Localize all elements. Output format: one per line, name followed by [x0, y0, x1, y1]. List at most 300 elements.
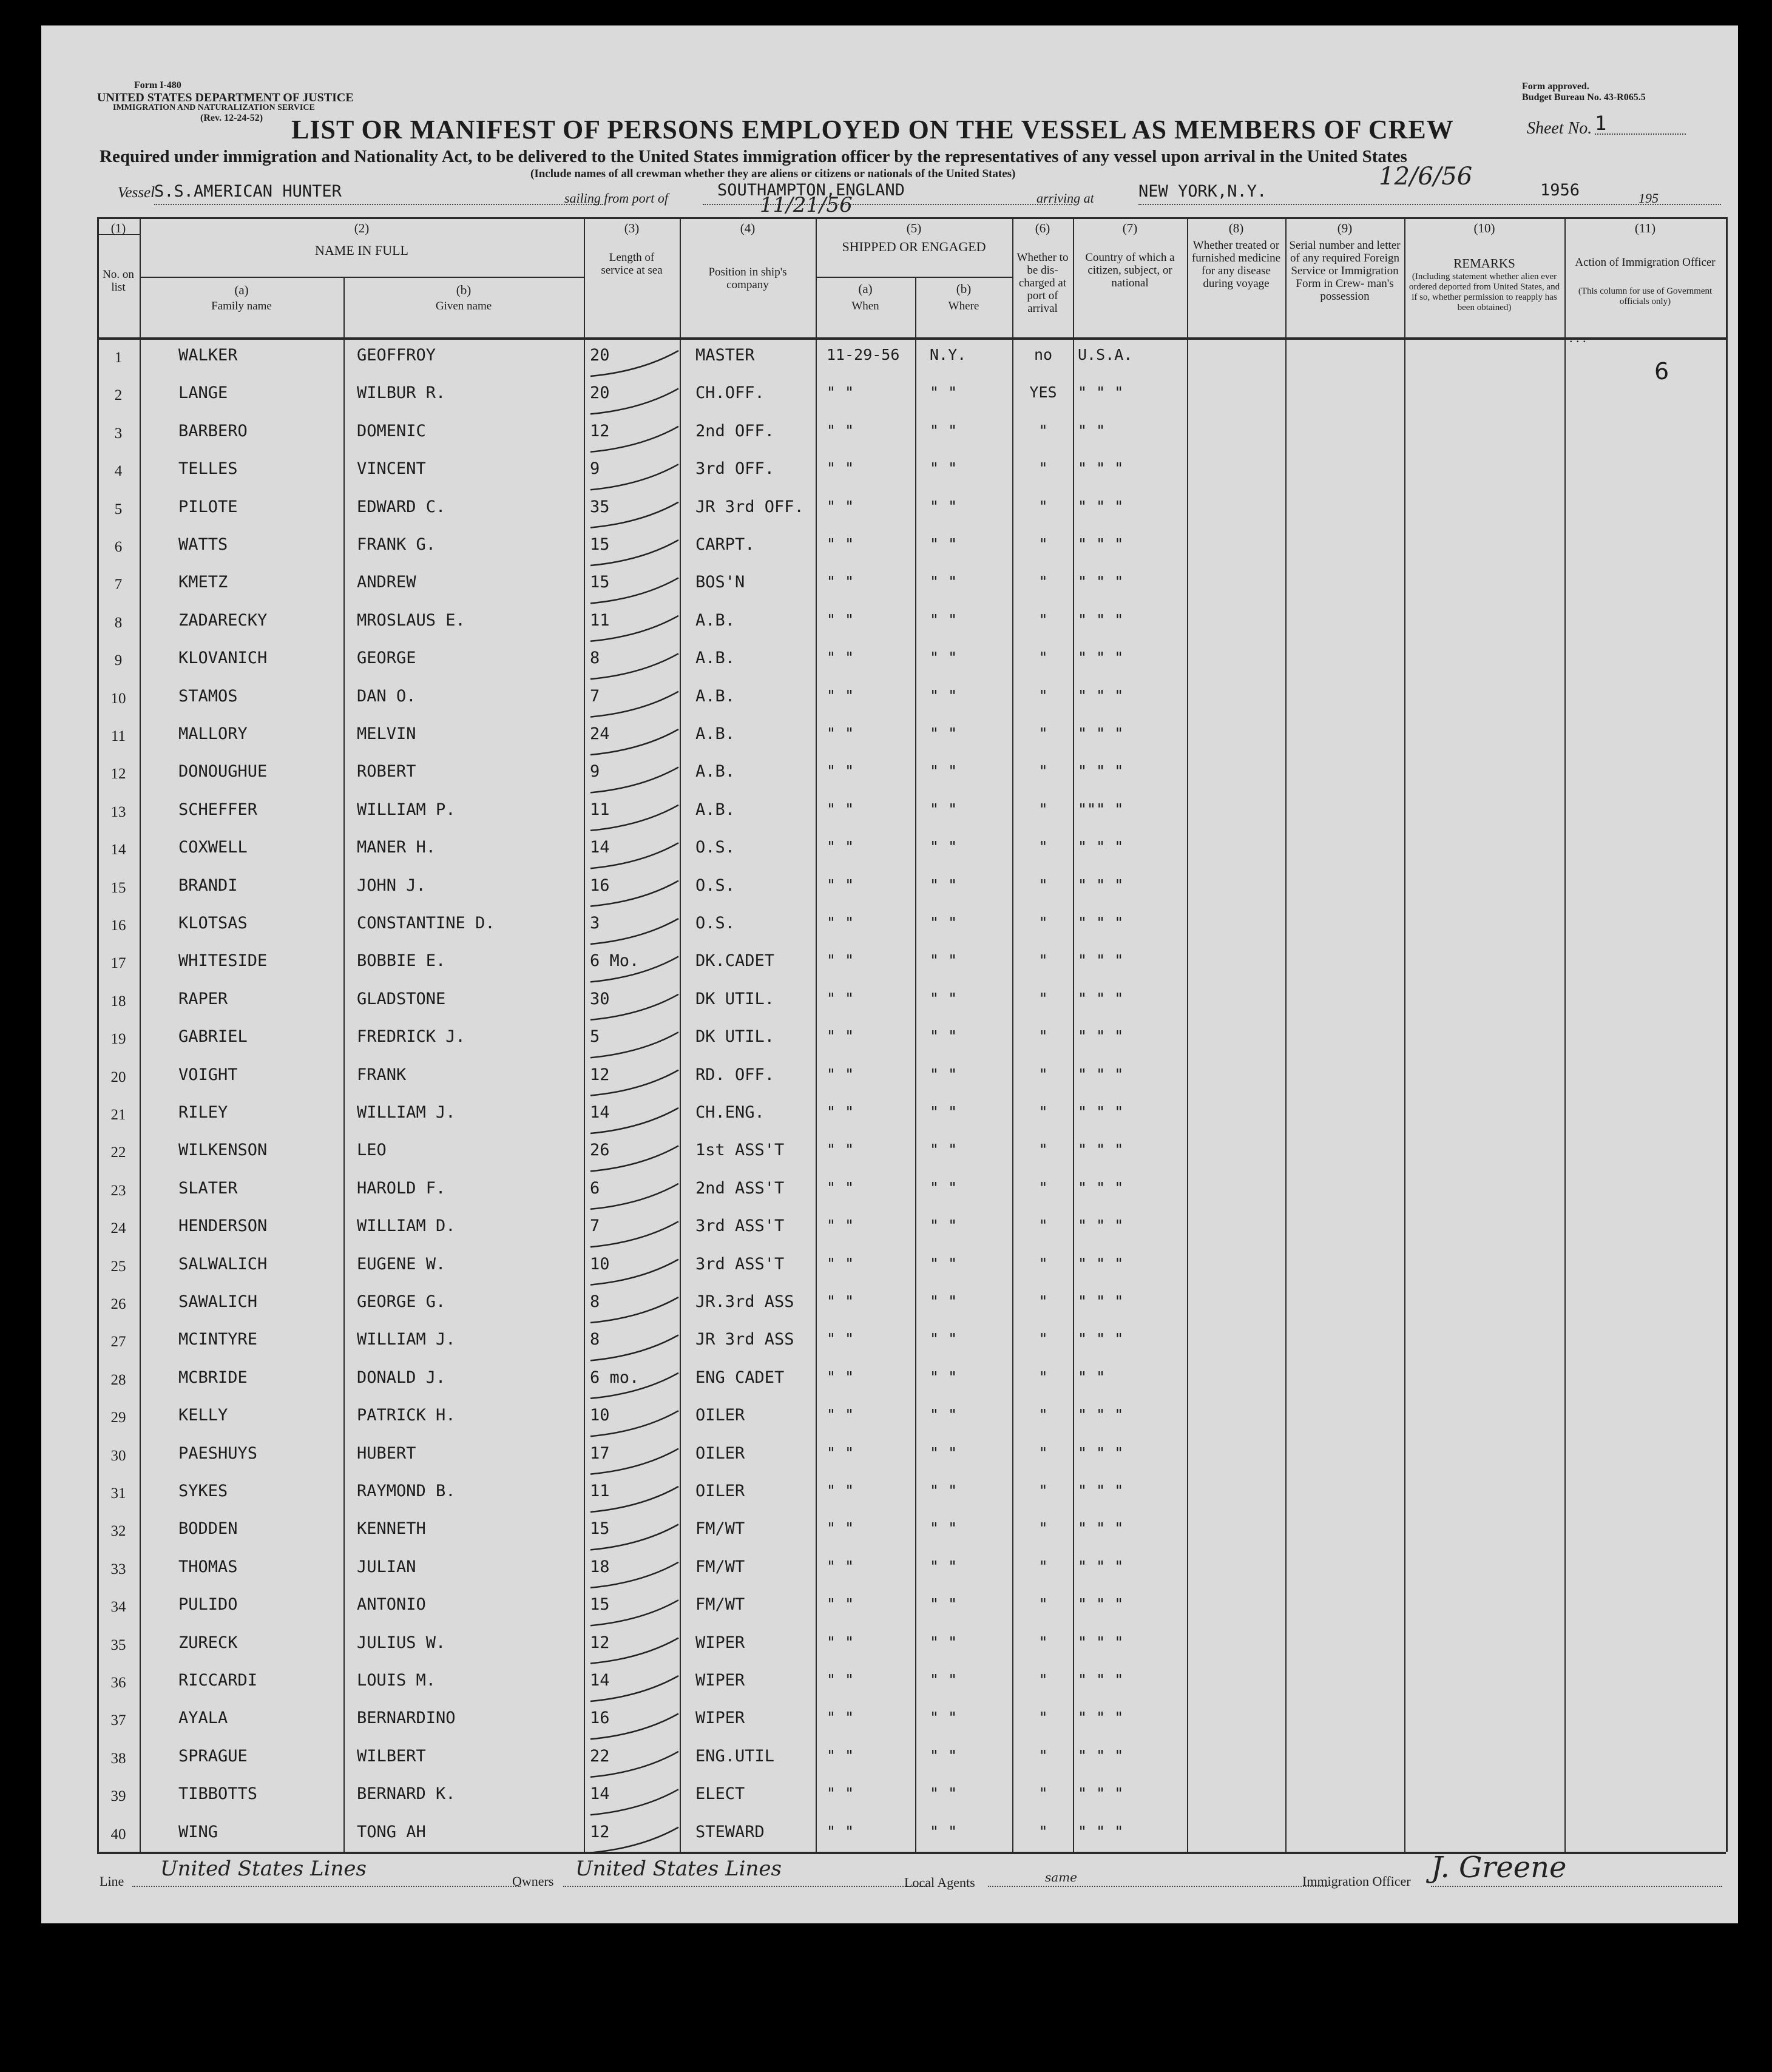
discharged-at-port: ": [1038, 989, 1048, 1007]
row-number: 4: [114, 463, 123, 480]
position: FM/WT: [695, 1557, 745, 1576]
shipped-where: " ": [930, 649, 958, 667]
family-name: LANGE: [178, 383, 228, 403]
shipped-where: " ": [930, 1822, 958, 1840]
col-5-label: SHIPPED OR ENGAGED: [842, 239, 986, 254]
col-8-number: (8): [1228, 221, 1244, 235]
shipped-when: " ": [827, 1519, 854, 1537]
family-name: RICCARDI: [178, 1671, 258, 1690]
length-of-service: 15: [590, 1595, 610, 1615]
country-of-citizenship: " " ": [1078, 1633, 1124, 1651]
length-of-service: 11: [590, 800, 610, 819]
length-of-service: 15: [590, 573, 610, 592]
row-number: 34: [110, 1599, 126, 1616]
length-of-service: 11: [590, 1482, 610, 1500]
discharged-at-port: ": [1038, 1784, 1048, 1803]
shipped-where: " ": [930, 951, 958, 970]
shipped-where: " ": [930, 1141, 958, 1159]
col-11-dots: . . .: [1569, 330, 1586, 345]
form-title: LIST OR MANIFEST OF PERSONS EMPLOYED ON THE VESSEL AS MEMBERS OF CREW: [291, 115, 1454, 144]
shipped-where: " ": [930, 724, 958, 742]
col-10-label: REMARKS: [1453, 256, 1515, 271]
discharged-at-port: ": [1038, 1633, 1048, 1651]
discharged-at-port: ": [1038, 800, 1048, 818]
discharged-at-port: ": [1038, 573, 1048, 591]
length-of-service: 14: [590, 1671, 610, 1690]
arriving-at-label: arriving at: [1036, 191, 1094, 206]
given-name: GEORGE: [357, 649, 416, 668]
given-name: DOMENIC: [357, 421, 426, 440]
col-5a-letter: (a): [858, 282, 873, 296]
position: OILER: [695, 1482, 745, 1500]
col-11-label: Action of Immigration Officer: [1575, 256, 1716, 269]
table-right-rule: [1726, 217, 1728, 1852]
col-2a-label: Family name: [211, 300, 272, 312]
family-name: TIBBOTTS: [178, 1784, 258, 1804]
line-label: Line: [100, 1874, 124, 1889]
discharged-at-port: ": [1038, 1065, 1048, 1083]
given-name: HUBERT: [357, 1443, 416, 1463]
row-number: 2: [114, 387, 123, 404]
position: JR 3rd ASS: [695, 1330, 794, 1349]
col-3-number: (3): [624, 221, 640, 235]
col-8-label: Whether treated or furnished medicine for any disease during voyage: [1191, 239, 1281, 290]
position: A.B.: [695, 800, 736, 819]
family-name: PILOTE: [178, 497, 238, 516]
country-of-citizenship: " " ": [1078, 535, 1124, 553]
shipped-subheader-rule: [816, 277, 1012, 278]
shipped-when: " ": [827, 1254, 854, 1272]
country-of-citizenship: " " ": [1078, 838, 1124, 856]
shipped-when: " ": [827, 649, 854, 667]
row-number: 27: [110, 1334, 126, 1351]
column-rule: [680, 217, 681, 1852]
row-number: 17: [110, 955, 126, 972]
shipped-when: " ": [827, 762, 854, 780]
form-note: (Include names of all crewman whether they are aliens or citizens or nationals of the United States): [530, 167, 1016, 180]
length-of-service: 17: [590, 1443, 610, 1463]
column-rule: [816, 217, 817, 1852]
shipped-where: N.Y.: [930, 346, 967, 363]
country-of-citizenship: """ ": [1078, 800, 1124, 818]
family-name: PULIDO: [178, 1595, 238, 1615]
shipped-when: " ": [827, 951, 854, 970]
position: ENG CADET: [695, 1368, 785, 1387]
country-of-citizenship: " " ": [1078, 573, 1124, 591]
discharged-at-port: ": [1038, 649, 1048, 667]
family-name: MCINTYRE: [178, 1330, 258, 1349]
row-number: 5: [114, 501, 123, 518]
position: JR 3rd OFF.: [695, 497, 804, 516]
position: CH.ENG.: [695, 1103, 765, 1122]
shipped-where: " ": [930, 1482, 958, 1499]
shipped-where: " ": [930, 1178, 958, 1196]
col-5b-label: Where: [948, 300, 979, 312]
discharged-at-port: ": [1038, 1330, 1048, 1348]
given-name: FRANK G.: [357, 535, 436, 554]
row-number: 15: [110, 879, 126, 896]
sailing-date-handwritten: 11/21/56: [760, 193, 853, 217]
family-name: RAPER: [178, 989, 228, 1008]
col-1-label: No. on list: [103, 268, 134, 294]
col-2b-letter: (b): [456, 283, 472, 297]
country-of-citizenship: " " ": [1078, 914, 1124, 931]
position: A.B.: [695, 724, 736, 743]
row-number: 7: [114, 576, 123, 593]
row-number: 40: [110, 1826, 126, 1843]
position: RD. OFF.: [695, 1065, 775, 1084]
discharged-at-port: ": [1038, 1482, 1048, 1499]
country-of-citizenship: " " ": [1078, 1709, 1124, 1727]
given-name: RAYMOND B.: [357, 1482, 456, 1500]
row-number: 29: [110, 1409, 126, 1426]
shipped-when: " ": [827, 497, 854, 515]
shipped-where: " ": [930, 1217, 958, 1235]
discharged-at-port: ": [1038, 421, 1048, 439]
row-number: 38: [110, 1750, 126, 1767]
country-of-citizenship: " " ": [1078, 1822, 1124, 1840]
discharged-at-port: ": [1038, 1595, 1048, 1613]
country-of-citizenship: " " ": [1078, 1141, 1124, 1159]
shipped-when: " ": [827, 1065, 854, 1083]
shipped-when: " ": [827, 1178, 854, 1196]
length-of-service: 8: [590, 1292, 600, 1311]
vessel-name: S.S.AMERICAN HUNTER: [154, 182, 342, 201]
col-9-number: (9): [1337, 221, 1353, 235]
country-of-citizenship: " " ": [1078, 1671, 1124, 1689]
shipped-where: " ": [930, 989, 958, 1007]
row-number: 32: [110, 1523, 126, 1540]
given-name: EDWARD C.: [357, 497, 446, 516]
discharged-at-port: ": [1038, 459, 1048, 478]
length-of-service: 9: [590, 459, 600, 479]
shipped-when: " ": [827, 1784, 854, 1803]
length-of-service: 8: [590, 1330, 600, 1349]
position: A.B.: [695, 610, 736, 630]
shipped-where: " ": [930, 1254, 958, 1272]
row-number: 24: [110, 1220, 126, 1237]
given-name: MROSLAUS E.: [357, 610, 465, 630]
name-subheader-rule: [140, 277, 584, 278]
given-name: GLADSTONE: [357, 989, 446, 1008]
row-number: 21: [110, 1107, 126, 1123]
position: 3rd ASS'T: [695, 1217, 785, 1236]
shipped-when: " ": [827, 1822, 854, 1840]
shipped-where: " ": [930, 1519, 958, 1537]
family-name: WATTS: [178, 535, 228, 554]
shipped-when: " ": [827, 724, 854, 742]
shipped-where: " ": [930, 1292, 958, 1310]
family-name: DONOUGHUE: [178, 762, 268, 781]
family-name: VOIGHT: [178, 1065, 238, 1084]
given-name: MELVIN: [357, 724, 416, 743]
given-name: WILLIAM J.: [357, 1330, 456, 1349]
given-name: TONG AH: [357, 1822, 426, 1841]
given-name: ANDREW: [357, 573, 416, 592]
row-number: 33: [110, 1561, 126, 1578]
discharged-at-port: ": [1038, 1822, 1048, 1840]
family-name: SALWALICH: [178, 1254, 268, 1274]
shipped-when: " ": [827, 1709, 854, 1727]
position: JR.3rd ASS: [695, 1292, 794, 1311]
immigration-officer-signature: J. Greene: [1431, 1851, 1567, 1885]
country-of-citizenship: " " ": [1078, 951, 1124, 970]
column-rule: [584, 217, 585, 1852]
family-name: GABRIEL: [178, 1027, 248, 1047]
row-number: 35: [110, 1636, 126, 1653]
given-name: GEOFFROY: [357, 346, 436, 365]
country-of-citizenship: " " ": [1078, 459, 1124, 478]
port-of-departure: SOUTHAMPTON,ENGLAND: [717, 181, 905, 200]
country-of-citizenship: " " ": [1078, 1443, 1124, 1462]
country-of-citizenship: " " ": [1078, 1178, 1124, 1196]
header-bottom-rule: [97, 337, 1726, 340]
owners-label: Owners: [512, 1874, 554, 1889]
position: OILER: [695, 1443, 745, 1463]
column-rule: [1187, 217, 1188, 1852]
owners-value: United States Lines: [575, 1857, 782, 1881]
length-of-service: 12: [590, 1633, 610, 1652]
country-of-citizenship: " " ": [1078, 686, 1124, 704]
length-of-service: 7: [590, 686, 600, 706]
shipped-where: " ": [930, 421, 958, 439]
col-2a-letter: (a): [234, 283, 249, 297]
sailing-from-label: sailing from port of: [564, 191, 668, 206]
given-name: DONALD J.: [357, 1368, 446, 1387]
discharged-at-port: ": [1038, 724, 1048, 742]
position: STEWARD: [695, 1822, 765, 1841]
shipped-where: " ": [930, 1368, 958, 1386]
column-rule: [343, 277, 345, 1852]
row-number: 10: [110, 690, 126, 707]
family-name: MALLORY: [178, 724, 248, 743]
length-of-service: 15: [590, 535, 610, 554]
given-name: CONSTANTINE D.: [357, 914, 495, 933]
family-name: KMETZ: [178, 573, 228, 592]
shipped-where: " ": [930, 459, 958, 478]
shipped-when: " ": [827, 1027, 854, 1045]
shipped-where: " ": [930, 914, 958, 931]
immigration-officer-label: Immigration Officer: [1302, 1874, 1411, 1889]
given-name: DAN O.: [357, 686, 416, 706]
row-number: 16: [110, 917, 126, 934]
country-of-citizenship: " ": [1078, 421, 1106, 439]
given-name: FREDRICK J.: [357, 1027, 465, 1047]
col-3-label: Length of service at sea: [601, 251, 663, 277]
shipped-when: " ": [827, 1443, 854, 1462]
shipped-when: " ": [827, 421, 854, 439]
shipped-when: " ": [827, 1406, 854, 1424]
discharged-at-port: ": [1038, 838, 1048, 856]
col-5-number: (5): [906, 221, 922, 235]
shipped-where: " ": [930, 1406, 958, 1424]
position: O.S.: [695, 914, 736, 933]
local-agents-label: Local Agents: [904, 1875, 975, 1890]
shipped-when: " ": [827, 1482, 854, 1499]
row-number: 30: [110, 1447, 126, 1464]
length-of-service: 20: [590, 383, 610, 403]
family-name: WHITESIDE: [178, 951, 268, 971]
position: CARPT.: [695, 535, 755, 554]
length-of-service: 6 mo.: [590, 1368, 640, 1387]
discharged-at-port: ": [1038, 914, 1048, 931]
shipped-when: " ": [827, 1292, 854, 1310]
family-name: SLATER: [178, 1178, 238, 1198]
length-of-service: 3: [590, 914, 600, 933]
family-name: WILKENSON: [178, 1141, 268, 1160]
discharged-at-port: ": [1038, 1709, 1048, 1727]
shipped-where: " ": [930, 1784, 958, 1803]
length-of-service: 6: [590, 1178, 600, 1198]
shipped-where: " ": [930, 686, 958, 704]
table-top-rule: [97, 217, 1726, 219]
shipped-when: " ": [827, 1103, 854, 1121]
shipped-where: " ": [930, 1027, 958, 1045]
family-name: STAMOS: [178, 686, 238, 706]
family-name: KLOTSAS: [178, 914, 248, 933]
country-of-citizenship: " " ": [1078, 383, 1124, 402]
discharged-at-port: no: [1033, 346, 1053, 363]
row-number: 22: [110, 1144, 126, 1161]
length-of-service: 26: [590, 1141, 610, 1160]
row-number: 37: [110, 1712, 126, 1729]
position: ELECT: [695, 1784, 745, 1804]
manifest-sheet: [41, 25, 1738, 1923]
shipped-when: " ": [827, 383, 854, 402]
length-of-service: 16: [590, 1709, 610, 1728]
position: WIPER: [695, 1633, 745, 1652]
length-of-service: 30: [590, 989, 610, 1008]
given-name: MANER H.: [357, 838, 436, 857]
length-of-service: 14: [590, 838, 610, 857]
length-of-service: 16: [590, 876, 610, 895]
form-approved: Form approved.: [1522, 81, 1589, 92]
local-agents-value: same: [1045, 1870, 1077, 1885]
year-prefix: 195: [1638, 191, 1659, 206]
col-2-number: (2): [354, 221, 370, 235]
family-name: ZURECK: [178, 1633, 238, 1652]
column-rule: [915, 277, 916, 1852]
given-name: BERNARDINO: [357, 1709, 456, 1728]
country-of-citizenship: " " ": [1078, 762, 1124, 780]
position: DK.CADET: [695, 951, 775, 971]
row-number: 6: [114, 539, 123, 555]
length-of-service: 15: [590, 1519, 610, 1539]
discharged-at-port: ": [1038, 876, 1048, 894]
discharged-at-port: ": [1038, 1746, 1048, 1764]
column-rule: [140, 217, 141, 1852]
discharged-at-port: ": [1038, 686, 1048, 704]
sheet-label: Sheet No.: [1527, 119, 1592, 138]
discharged-at-port: ": [1038, 1254, 1048, 1272]
country-of-citizenship: " " ": [1078, 989, 1124, 1007]
shipped-when: " ": [827, 573, 854, 591]
given-name: HAROLD F.: [357, 1178, 446, 1198]
given-name: EUGENE W.: [357, 1254, 446, 1274]
given-name: LEO: [357, 1141, 387, 1160]
column-rule: [1073, 217, 1074, 1852]
length-of-service: 10: [590, 1406, 610, 1425]
length-of-service: 7: [590, 1217, 600, 1236]
column-rule: [1564, 217, 1566, 1852]
position: ENG.UTIL: [695, 1746, 775, 1766]
col-6-number: (6): [1035, 221, 1050, 235]
family-name: HENDERSON: [178, 1217, 268, 1236]
country-of-citizenship: " " ": [1078, 1784, 1124, 1803]
family-name: THOMAS: [178, 1557, 238, 1576]
given-name: JULIUS W.: [357, 1633, 446, 1652]
sheet-number: 1: [1595, 112, 1607, 135]
shipped-when: " ": [827, 1557, 854, 1575]
shipped-where: " ": [930, 838, 958, 856]
vessel-label: Vessel: [118, 184, 155, 201]
row-number: 18: [110, 993, 126, 1010]
position: WIPER: [695, 1709, 745, 1728]
row-number: 14: [110, 842, 126, 859]
col-2-label: NAME IN FULL: [315, 243, 408, 258]
shipped-when: " ": [827, 1368, 854, 1386]
length-of-service: 35: [590, 497, 610, 516]
shipped-where: " ": [930, 1709, 958, 1727]
row-number: 26: [110, 1296, 126, 1312]
shipped-where: " ": [930, 1103, 958, 1121]
col-4-number: (4): [740, 221, 756, 235]
family-name: AYALA: [178, 1709, 228, 1728]
column-rule: [1285, 217, 1287, 1852]
shipped-when: " ": [827, 1217, 854, 1235]
col-9-label: Serial number and letter of any required Foreign Service or Immigration Form in Crew- man's possession: [1289, 239, 1401, 303]
shipped-where: " ": [930, 383, 958, 402]
department-name: UNITED STATES DEPARTMENT OF JUSTICE: [97, 91, 354, 104]
shipped-when: " ": [827, 610, 854, 629]
length-of-service: 20: [590, 346, 610, 365]
given-name: KENNETH: [357, 1519, 426, 1539]
row-number: 20: [110, 1068, 126, 1085]
position: FM/WT: [695, 1595, 745, 1615]
shipped-where: " ": [930, 876, 958, 894]
shipped-where: " ": [930, 1595, 958, 1613]
country-of-citizenship: " " ": [1078, 1406, 1124, 1424]
length-of-service: 6 Mo.: [590, 951, 640, 971]
given-name: WILBUR R.: [357, 383, 446, 403]
length-of-service: 11: [590, 610, 610, 630]
discharged-at-port: ": [1038, 1557, 1048, 1575]
position: WIPER: [695, 1671, 745, 1690]
shipped-when: " ": [827, 686, 854, 704]
col-11-sublabel: (This column for use of Government officials only): [1578, 286, 1713, 306]
given-name: PATRICK H.: [357, 1406, 456, 1425]
position: 2nd ASS'T: [695, 1178, 785, 1198]
given-name: JULIAN: [357, 1557, 416, 1576]
row-number: 36: [110, 1675, 126, 1691]
position: 3rd ASS'T: [695, 1254, 785, 1274]
col-4-label: Position in ship's company: [708, 266, 787, 291]
discharged-at-port: ": [1038, 535, 1048, 553]
col-10-number: (10): [1473, 221, 1495, 235]
shipped-where: " ": [930, 1443, 958, 1462]
family-name: ZADARECKY: [178, 610, 268, 630]
given-name: JOHN J.: [357, 876, 426, 895]
country-of-citizenship: " " ": [1078, 1746, 1124, 1764]
line-value: United States Lines: [160, 1857, 367, 1881]
discharged-at-port: ": [1038, 1406, 1048, 1424]
service-name: IMMIGRATION AND NATURALIZATION SERVICE: [113, 103, 315, 112]
position: O.S.: [695, 838, 736, 857]
family-name: SAWALICH: [178, 1292, 258, 1311]
shipped-when: " ": [827, 876, 854, 894]
country-of-citizenship: " " ": [1078, 1292, 1124, 1310]
shipped-where: " ": [930, 1746, 958, 1764]
